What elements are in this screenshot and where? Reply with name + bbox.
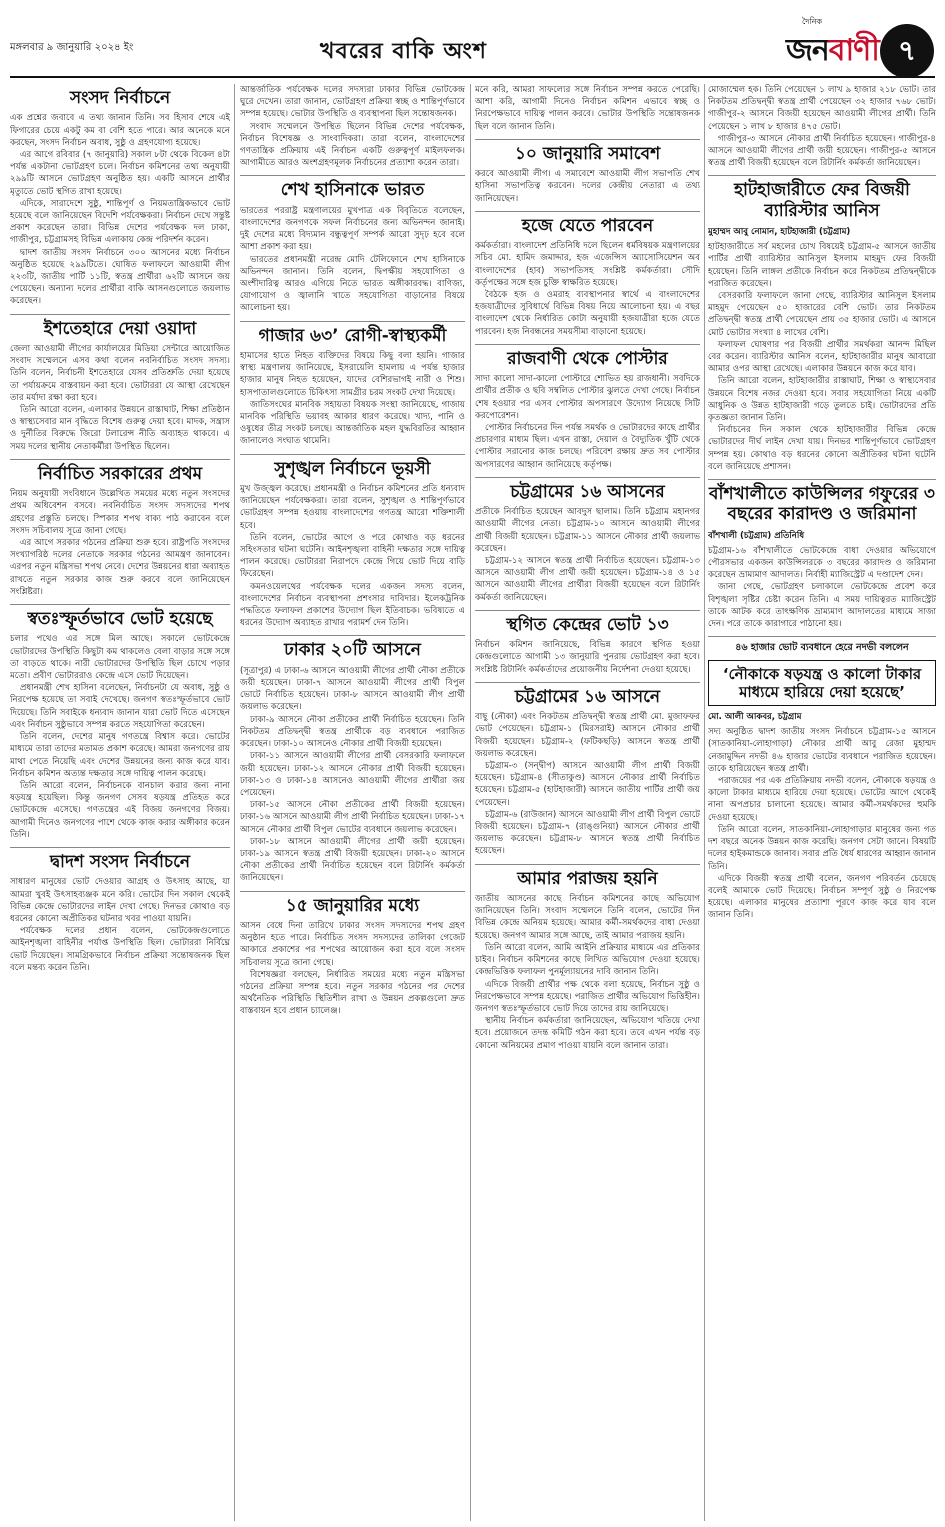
article-paragraph: প্রতীকে নির্বাচিত হয়েছেন আবদুস ছালাম। তিনি চট্টগ্রাম মহানগর আওয়ামী লীগের নেতা। চট্টগ্রাম-১০ আসনে আওয়ামী লীগের প্রার্থী বিজয়ী হয়েছেন। চট্টগ্রাম-১১ আসনে নৌকার প্রার্থী জয়লাভ করেছেন।	[475, 507, 700, 554]
article-byline: বাঁশখালী (চট্টগ্রাম) প্রতিনিধি	[708, 530, 805, 541]
article-divider	[475, 864, 700, 865]
article-byline: মো. আলী আকবর, চট্টগ্রাম	[708, 712, 802, 723]
column-2	[240, 84, 465, 1521]
article-paragraph: আন্তর্জাতিক পর্যবেক্ষক দলের সদস্যরা ঢাকার বিভিন্ন ভোটকেন্দ্র ঘুরে দেখেন। তারা জানান, ভোটগ্রহণ প্রক্রিয়া স্বচ্ছ ও শান্তিপূর্ণভাবে সম্পন্ন হয়েছে। ভোটার উপস্থিতি ও ব্যবস্থাপনা ছিল সন্তোষজনক।	[240, 85, 465, 120]
article-paragraph: এক প্রশ্নের জবাবে এ তথ্য জানান তিনি। সব হিসাব শেষে এই ফিগারের চেয়ে একটু কম বা বেশি হতে পারে। আর অনেকে মনে করছেন, সংসদ নির্বাচন অবাধ, সুষ্ঠু ও গ্রহণযোগ্য হয়েছে।	[10, 113, 230, 148]
article-headline: স্থগিত কেন্দ্রের ভোট ১৩	[506, 614, 669, 635]
article-paragraph: চট্টগ্রাম-৩ (সন্দ্বীপ) আসনে আওয়ামী লীগ প্রার্থী বিজয়ী হয়েছেন। চট্টগ্রাম-৪ (সীতাকুণ্ড) আসনে নৌকার প্রার্থী নির্বাচিত হয়েছেন। চট্টগ্রাম-৫ (হাটহাজারী) আসনে জাতীয় পার্টির প্রার্থী জয় পেয়েছেন।	[475, 761, 700, 808]
article-paragraph: গাজীপুর-৩ আসনে নৌকার প্রার্থী নির্বাচিত হয়েছেন। গাজীপুর-৪ আসনে আওয়ামী লীগের প্রার্থী জয়ী হয়েছেন। গাজীপুর-৫ আসনে স্বতন্ত্র প্রার্থী বিজয়ী হয়েছেন বলে রিটার্নিং কর্মকর্তা জানিয়েছেন।	[708, 133, 936, 169]
article-paragraph: ঢাকা-১১ আসনে আওয়ামী লীগের প্রার্থী বেসরকারি ফলাফলে জয়ী হয়েছেন। ঢাকা-১২ আসনে নৌকার প্রার্থী বিজয়ী হয়েছেন। ঢাকা-১৩ ও ঢাকা-১৪ আসনেও আওয়ামী লীগের প্রার্থীরা জয় পেয়েছেন।	[240, 751, 465, 798]
column-divider	[470, 84, 471, 1521]
article-a2	[10, 319, 230, 453]
article-paragraph: ফলাফল ঘোষণার পর বিজয়ী প্রার্থীর সমর্থকরা আনন্দ মিছিল বের করেন। ব্যারিস্টার আনিস বলেন, হাটহাজারীর মানুষ আবারো আমার ওপর আস্থা রেখেছে। এলাকার উন্নয়নে কাজ করে যাব।	[708, 339, 936, 375]
article-headline: স্বতঃস্ফূর্তভাবে ভোট হয়েছে	[27, 609, 213, 630]
article-c2	[475, 144, 700, 205]
article-divider	[10, 314, 230, 315]
article-headline: ‘নৌকাকে ষড়যন্ত্র ও কালো টাকার মাধ্যমে হারিয়ে দেয়া হয়েছে’	[708, 660, 936, 706]
article-paragraph: হাটহাজারীতে সর্ব মহলের চোখ বিষয়েই চট্টগ্রাম-৫ আসনে জাতীয় পার্টির প্রার্থী ব্যারিস্টার আনিসুল ইসলাম মাহমুদ ফের বিজয়ী হয়েছেন। তিনি লাঙ্গল প্রতীকে নির্বাচন করে নিকটতম প্রতিদ্বন্দ্বীকে পরাজিত করেছেন।	[708, 242, 936, 289]
article-divider	[240, 891, 465, 892]
article-paragraph: বৈঠকে হজ ও ওমরাহ ব্যবস্থাপনার স্বার্থে এ বাংলাদেশের হজযাত্রীদের সুবিধার্থে বিভিন্ন বিষয় নিয়ে আলোচনা হয়। এ বছর বাংলাদেশ থেকে নির্ধারিত কোটা অনুযায়ী হজযাত্রীরা হজে যেতে পারবেন। হজ নিবন্ধনের সময়সীমা বাড়ানো হয়েছে।	[475, 290, 700, 337]
article-paragraph: করবে আওয়ামী লীগ। এ সমাবেশে আওয়ামী লীগ সভাপতি শেখ হাসিনা সভাপতিত্ব করবেন। দলের কেন্দ্রীয় নেতারা এ তথ্য জানিয়েছেন।	[475, 169, 700, 204]
article-divider	[10, 459, 230, 460]
article-d1	[708, 84, 936, 169]
article-c7	[475, 687, 700, 858]
article-paragraph: প্রধানমন্ত্রী শেখ হাসিনা বলেছেন, নির্বাচনটা যে অবাধ, সুষ্ঠু ও নিরপেক্ষ হয়েছে তা সবাই দেখেছে। জনগণ স্বতঃস্ফূর্তভাবে ভোট দিয়েছে। তিনি সবাইকে ধন্যবাদ জানান যারা ভোট দিতে এসেছেন এবং নির্বাচন সুষ্ঠুভাবে সম্পন্ন করতে সহযোগিতা করেছেন।	[10, 683, 230, 730]
article-divider	[475, 211, 700, 212]
article-headline: সুশৃঙ্খল নির্বাচনে ভূয়সী	[274, 458, 431, 479]
article-headline: সংসদ নির্বাচনে	[69, 88, 171, 108]
article-headline: নির্বাচিত সরকারের প্রথম	[37, 463, 203, 484]
article-paragraph: ভারতের প্রধানমন্ত্রী নরেন্দ্র মোদি টেলিফোনে শেখ হাসিনাকে অভিনন্দন জানান। তিনি বলেন, দ্বিপক্ষীয় সহযোগিতা ও অংশীদারিত্ব আরও এগিয়ে নিতে ভারত অঙ্গীকারবদ্ধ। বাণিজ্য, যোগাযোগ ও জ্বালানি খাতে সহযোগিতা বাড়ানোর বিষয়ে আলোচনা হয়।	[240, 254, 465, 314]
article-paragraph: তিনি আরো বলেন, হাটহাজারীর রাস্তাঘাট, শিক্ষা ও স্বাস্থ্যসেবার উন্নয়নে বিশেষ নজর দেওয়া হবে। সবার সহযোগিতা নিয়ে একটি আধুনিক ও উন্নত হাটহাজারী গড়ে তুলতে চাই। ভোটারদের প্রতি কৃতজ্ঞতা জানান তিনি।	[708, 376, 936, 424]
article-paragraph: মোজাম্মেল হক। তিনি পেয়েছেন ১ লাখ ৯ হাজার ২১৮ ভোট। তার নিকটতম প্রতিদ্বন্দ্বী স্বতন্ত্র প্রার্থী পেয়েছেন ৩২ হাজার ৭৬৮ ভোট। গাজীপুর-২ আসনে বিজয়ী হয়েছেন আওয়ামী লীগের প্রার্থী। তিনি পেয়েছেন ১ লাখ ৮ হাজার ৪৭৫ ভোট।	[708, 85, 936, 132]
article-headline: দ্বাদশ সংসদ নির্বাচনে	[49, 851, 191, 872]
article-paragraph: নির্বাচনের দিন সকাল থেকে হাটহাজারীর বিভিন্ন কেন্দ্রে ভোটারদের দীর্ঘ লাইন দেখা যায়। দিনভর শান্তিপূর্ণভাবে ভোটগ্রহণ সম্পন্ন হয়। কোথাও বড় ধরনের কোনো অপ্রীতিকর ঘটনা ঘটেনি বলে জানিয়েছে প্রশাসন।	[708, 425, 936, 472]
article-divider	[475, 139, 700, 140]
article-paragraph: জানা গেছে, ভোটগ্রহণ চলাকালে ভোটকেন্দ্রে প্রবেশ করে বিশৃঙ্খলা সৃষ্টির চেষ্টা করেন তিনি। এ সময় দায়িত্বরত ম্যাজিস্ট্রেট তাকে আটক করে তাৎক্ষণিক ভ্রাম্যমাণ আদালতের মাধ্যমে সাজা দেন। পরে তাকে কারাগারে পাঠানো হয়।	[708, 582, 936, 630]
article-byline: মুহাম্মদ আবু নোমান, হাটহাজারী (চট্টগ্রাম)	[708, 227, 851, 238]
article-paragraph: আসন বেধে দিনা তারিখে ঢাকার সংসদ সদস্যদের শপথ গ্রহণ অনুষ্ঠান হতে পারে। নির্বাচিত সংসদ সদস্যদের তালিকা গেজেট আকারে প্রকাশের পর শপথের আয়োজন করা হবে বলে সংসদ সচিবালয় সূত্রে জানা গেছে।	[240, 920, 465, 968]
article-b2	[240, 180, 465, 314]
article-c1	[475, 84, 700, 133]
article-kicker: ৪৬ হাজার ভোট ব্যবধানে হেরে নদভী বললেন	[735, 642, 909, 654]
article-headline: রাজবাণী থেকে পোস্টার	[507, 348, 668, 369]
article-paragraph: চট্টগ্রাম-১২ আসনে স্বতন্ত্র প্রার্থী নির্বাচিত হয়েছেন। চট্টগ্রাম-১৩ আসনে আওয়ামী লীগ প্রার্থী জয়ী হয়েছেন। চট্টগ্রাম-১৪ ও ১৫ আসনে আওয়ামী লীগের প্রার্থীরা বিজয়ী হয়েছেন বলে রিটার্নিং কর্মকর্তা জানিয়েছেন।	[475, 556, 700, 603]
article-paragraph: ভারতের পররাষ্ট্র মন্ত্রণালয়ের মুখপাত্র এক বিবৃতিতে বলেছেন, বাংলাদেশের জনগণকে সফল নির্বাচনের জন্য অভিনন্দন জানাই। দুই দেশের মধ্যে বিদ্যমান বন্ধুত্বপূর্ণ সম্পর্ক আরো সুদৃঢ় হবে বলে আশা প্রকাশ করা হয়।	[240, 205, 465, 253]
article-paragraph: সংবাদ সম্মেলনে উপস্থিত ছিলেন বিভিন্ন দেশের পর্যবেক্ষক, নির্বাচন বিশেষজ্ঞ ও সাংবাদিকরা। তারা বলেন, বাংলাদেশের গণতান্ত্রিক প্রক্রিয়ায় এই নির্বাচন একটি গুরুত্বপূর্ণ মাইলফলক। আগামীতে আরও অংশগ্রহণমূলক নির্বাচনের প্রত্যাশা করেন তারা।	[240, 121, 465, 169]
article-paragraph: তিনি আরো বলেন, নির্বাচনকে বানচাল করার জন্য নানা ষড়যন্ত্র হয়েছিল। কিন্তু জনগণ সেসব ষড়যন্ত্র প্রতিহত করে ভোটকেন্দ্রে এসেছে। গণতন্ত্রের এই বিজয় জনগণের বিজয়। আগামী দিনেও জনগণের পাশে থেকে কাজ করার অঙ্গীকার করেন তিনি।	[10, 780, 230, 840]
article-divider	[10, 847, 230, 848]
article-headline: হজে যেতে পারবেন	[521, 215, 654, 236]
masthead-daily-label: দৈনিক	[802, 17, 823, 26]
article-a3	[10, 464, 230, 598]
article-paragraph: বিশেষজ্ঞরা বলছেন, নির্ধারিত সময়ের মধ্যে নতুন মন্ত্রিসভা গঠনের প্রক্রিয়া সম্পন্ন হবে। নতুন সরকার গঠনের পর দেশের অর্থনৈতিক পরিস্থিতি স্থিতিশীল রাখা ও উন্নয়ন প্রকল্পগুলো দ্রুত বাস্তবায়ন হবে প্রধান চ্যালেঞ্জ।	[240, 969, 465, 1017]
article-c4	[475, 349, 700, 471]
article-b1	[240, 84, 465, 169]
article-paragraph: তিনি আরো বলেন, এলাকার উন্নয়নে রাস্তাঘাট, শিক্ষা প্রতিষ্ঠান ও স্বাস্থ্যসেবার মান বৃদ্ধিতে বিশেষ গুরুত্ব দেয়া হবে। মাদক, সন্ত্রাস ও দুর্নীতির বিরুদ্ধে জিরো টলারেন্স নীতি অব্যাহত থাকবে। এ সময় দলের স্থানীয় নেতাকর্মীরা উপস্থিত ছিলেন।	[10, 405, 230, 452]
article-paragraph: ঢাকা-১৮ আসনে আওয়ামী লীগের প্রার্থী জয়ী হয়েছেন। ঢাকা-১৯ আসনে স্বতন্ত্র প্রার্থী বিজয়ী হয়েছেন। ঢাকা-২০ আসনে নৌকা প্রতীকের প্রার্থী নির্বাচিত হয়েছেন বলে রিটার্নিং কর্মকর্তা জানিয়েছেন।	[240, 836, 465, 884]
article-divider	[240, 321, 465, 322]
article-paragraph: কমনওয়েলথের পর্যবেক্ষক দলের একজন সদস্য বলেন, বাংলাদেশের নির্বাচন ব্যবস্থাপনা প্রশংসার দাবিদার। ইলেকট্রনিক পদ্ধতিতে ফলাফল প্রকাশের উদ্যোগ ছিল ইতিবাচক। ভবিষ্যতে এ ধরনের উদ্যোগ অব্যাহত রাখার পরামর্শ দেন তিনি।	[240, 581, 465, 629]
article-paragraph: এর আগে সরকার গঠনের প্রক্রিয়া শুরু হবে। রাষ্ট্রপতি সংসদের সংখ্যাগরিষ্ঠ দলের নেতাকে সরকার গঠনের আমন্ত্রণ জানাবেন। এরপর নতুন মন্ত্রিসভা শপথ নেবে। দেশের উন্নয়নের ধারা অব্যাহত রাখতে নতুন সরকার কাজ শুরু করবে বলে জানিয়েছেন সংশ্লিষ্টরা।	[10, 538, 230, 597]
article-headline: ১০ জানুয়ারি সমাবেশ	[514, 143, 661, 164]
article-paragraph: এদিকে, সারাদেশে সুষ্ঠু, শান্তিপূর্ণ ও নিয়মতান্ত্রিকভাবে ভোট হয়েছে বলে জানিয়েছেন বিদেশি পর্যবেক্ষকরা। নির্বাচন দেখে সন্তুষ্ট প্রকাশ করেছেন তারা। বিভিন্ন দেশের পর্যবেক্ষক দল ঢাকা, গাজীপুর, চট্টগ্রামসহ বিভিন্ন এলাকায় কেন্দ্র পরিদর্শন করেন।	[10, 198, 230, 246]
article-paragraph: মুখ উজ্জ্বল করেছে। প্রধানমন্ত্রী ও নির্বাচন কমিশনের প্রতি ধন্যবাদ জানিয়েছেন পর্যবেক্ষকরা। তারা বলেন, সুশৃঙ্খল ও শান্তিপূর্ণভাবে ভোটগ্রহণ সম্পন্ন হওয়ায় বাংলাদেশের গণতন্ত্র আরো শক্তিশালী হবে।	[240, 484, 465, 531]
article-paragraph: সদ্য অনুষ্ঠিত দ্বাদশ জাতীয় সংসদ নির্বাচনে চট্টগ্রাম-১৫ আসনে (সাতকানিয়া-লোহাগাড়া) নৌকার প্রার্থী আবু রেজা মুহাম্মদ নেজামুদ্দিন নদভী ৪৬ হাজার ভোটের ব্যবধানে পরাজিত হয়েছেন। তাকে হারিয়েছেন স্বতন্ত্র প্রার্থী।	[708, 727, 936, 774]
article-paragraph: মনে করি, আমরা সাফল্যের সঙ্গে নির্বাচন সম্পন্ন করতে পেরেছি। আশা করি, আগামী দিনেও নির্বাচন কমিশন এভাবে স্বচ্ছ ও নিরপেক্ষভাবে দায়িত্ব পালন করবে। ভোটার উপস্থিতি সন্তোষজনক ছিল বলে জানান তিনি।	[475, 85, 700, 132]
article-headline: ঢাকার ২০টি আসনে	[284, 640, 421, 661]
page-header	[0, 0, 945, 80]
article-paragraph: বেসরকারি ফলাফলে জানা গেছে, ব্যারিস্টার আনিসুল ইসলাম মাহমুদ পেয়েছেন ৫০ হাজারের বেশি ভোট। তার নিকটতম প্রতিদ্বন্দ্বী স্বতন্ত্র প্রার্থী পেয়েছেন প্রায় ৩৫ হাজার ভোট। এ আসনে মোট ভোটার সংখ্যা ৪ লাখের বেশি।	[708, 291, 936, 338]
article-divider	[708, 175, 936, 176]
article-paragraph: স্থানীয় নির্বাচন কর্মকর্তারা জানিয়েছেন, অভিযোগ খতিয়ে দেখা হবে। প্রয়োজনে তদন্ত কমিটি গঠন করা হবে। তবে এখন পর্যন্ত বড় কোনো অনিয়মের প্রমাণ পাওয়া যায়নি বলে জানান তারা।	[475, 1016, 700, 1051]
issue-date: মঙ্গলবার ৯ জানুয়ারি ২০২৪ ইং	[10, 42, 134, 53]
column-divider	[234, 84, 235, 1521]
article-a5	[10, 852, 230, 974]
article-c6	[475, 615, 700, 676]
article-a1	[10, 88, 230, 308]
article-b5	[240, 640, 465, 884]
article-paragraph: চট্টগ্রাম-১৬ বাঁশখালীতে ভোটকেন্দ্রে বাধা দেওয়ার অভিযোগে পৌরসভার একজন কাউন্সিলরকে ৩ বছরের কারাদণ্ড ও জরিমানা করেছেন ভ্রাম্যমাণ আদালত। নির্বাহী ম্যাজিস্ট্রেট এ দণ্ডাদেশ দেন।	[708, 545, 936, 581]
article-paragraph: জেলা আওয়ামী লীগের কার্যালয়ের মিডিয়া সেন্টারে আয়োজিত সংবাদ সম্মেলনে এসব কথা বলেন নবনির্বাচিত সংসদ সদস্য। তিনি বলেন, নির্বাচনী ইশতেহারে যেসব প্রতিশ্রুতি দেয়া হয়েছে তা পর্যায়ক্রমে বাস্তবায়ন করা হবে। ভোটাররা যে আস্থা রেখেছেন তার মর্যাদা রক্ষা করা হবে।	[10, 344, 230, 403]
article-b6	[240, 896, 465, 1018]
article-paragraph: চট্টগ্রাম-৬ (রাউজান) আসনে আওয়ামী লীগ প্রার্থী বিপুল ভোটে বিজয়ী হয়েছেন। চট্টগ্রাম-৭ (রাঙ্গুনিয়া) আসনে নৌকার প্রার্থী জয়লাভ করেছেন। চট্টগ্রাম-৮ আসনে স্বতন্ত্র প্রার্থী নির্বাচিত হয়েছেন।	[475, 809, 700, 857]
article-paragraph: চলার পথেও এর সঙ্গে মিল আছে। সকালে ভোটকেন্দ্রে ভোটারদের উপস্থিতি কিছুটা কম থাকলেও বেলা বাড়ার সঙ্গে সঙ্গে তা বাড়তে থাকে। নারী ভোটারদের উপস্থিতি ছিল চোখে পড়ার মতো। প্রবীণ ভোটাররাও কেন্দ্রে এসে ভোট দিয়েছেন।	[10, 634, 230, 682]
article-headline: শেখ হাসিনাকে ভারত	[280, 180, 425, 201]
article-divider	[240, 454, 465, 455]
article-d2	[708, 180, 936, 473]
masthead-logo	[786, 26, 879, 77]
article-paragraph: জাতীয় আসনের কাছে নির্বাচন কমিশনের কাছে অভিযোগ জানিয়েছেন তিনি। সংবাদ সম্মেলনে তিনি বলেন, ভোটের দিন বিভিন্ন কেন্দ্রে অনিয়ম হয়েছে। আমার কর্মী-সমর্থকদের বাধা দেওয়া হয়েছে। জনগণ আমার সঙ্গে আছে, তাই আমার পরাজয় হয়নি।	[475, 894, 700, 941]
article-paragraph: নির্বাচন কমিশন জানিয়েছে, বিভিন্ন কারণে স্থগিত হওয়া কেন্দ্রগুলোতে আগামী ১৩ জানুয়ারি পুনরায় ভোটগ্রহণ করা হবে। সংশ্লিষ্ট রিটার্নিং কর্মকর্তাদের প্রয়োজনীয় নির্দেশনা দেওয়া হয়েছে।	[475, 640, 700, 675]
article-paragraph: তিনি আরো বলেন, সাতকানিয়া-লোহাগাড়ার মানুষের জন্য গত দশ বছরে অনেক উন্নয়ন কাজ করেছি। জনগণ সেটা জানে। বিষয়টি দলের হাইকমান্ডকে জানাব। সবার প্রতি ধৈর্য ধারণের আহ্বান জানান তিনি।	[708, 824, 936, 872]
article-divider	[708, 479, 936, 480]
masthead-name-part-b: বাণী	[828, 33, 879, 68]
article-divider	[240, 175, 465, 176]
article-paragraph: তিনি বলেন, দেশের মানুষ গণতন্ত্রে বিশ্বাস করে। ভোটের মাধ্যমে তারা তাদের মতামত প্রকাশ করেছে। আমরা জনগণের রায় মাথা পেতে নিয়েছি এবং দেশের উন্নয়নের জন্য কাজ করে যাব। নির্বাচন কমিশন অত্যন্ত দক্ষতার সঙ্গে দায়িত্ব পালন করেছে।	[10, 732, 230, 779]
article-paragraph: ঢাকা-৯ আসনে নৌকা প্রতীকের প্রার্থী নির্বাচিত হয়েছেন। তিনি নিকটতম প্রতিদ্বন্দ্বী স্বতন্ত্র প্রার্থীকে বড় ব্যবধানে পরাজিত করেছেন। ঢাকা-১০ আসনেও নৌকার প্রার্থী বিজয়ী হয়েছেন।	[240, 714, 465, 750]
article-paragraph: ঢাকা-১৫ আসনে নৌকা প্রতীকের প্রার্থী বিজয়ী হয়েছেন। ঢাকা-১৬ আসনে আওয়ামী লীগ প্রার্থী নির্বাচিত হয়েছেন। ঢাকা-১৭ আসনে নৌকার প্রার্থী বিপুল ভোটের ব্যবধানে জয়লাভ করেছেন।	[240, 800, 465, 835]
article-headline: গাজার ৬৩’ রোগী-স্বাস্থ্যকর্মী	[258, 325, 447, 346]
article-b4	[240, 459, 465, 630]
article-paragraph: সাদা কালো সাদা-কালো পোস্টারে শোভিত হয় রাজধানী। সবদিকে প্রার্থীর প্রতীক ও ছবি সম্বলিত পোস্টার ঝুলতে দেখা গেছে। নির্বাচন শেষ হওয়ার পর এসব পোস্টার অপসারণে উদ্যোগ নিয়েছে সিটি করপোরেশন।	[475, 374, 700, 421]
article-headline: বাঁশখালীতে কাউন্সিলর গফুরের ৩ বছরের কারাদণ্ড ও জরিমানা	[709, 484, 935, 525]
article-b3	[240, 326, 465, 448]
article-divider	[10, 604, 230, 605]
article-c3	[475, 216, 700, 338]
column-1	[10, 84, 230, 1521]
article-paragraph: জাতিসংঘের মানবিক সহায়তা বিষয়ক সংস্থা জানিয়েছে, গাজায় মানবিক পরিস্থিতি ভয়াবহ আকার ধারণ করেছে। খাদ্য, পানি ও ওষুধের তীব্র সংকট চলছে। আন্তর্জাতিক মহল যুদ্ধবিরতির আহ্বান জানালেও সংঘাত থামেনি।	[240, 399, 465, 447]
article-paragraph: এদিকে বিজয়ী প্রার্থীর পক্ষ থেকে বলা হয়েছে, নির্বাচন সুষ্ঠু ও নিরপেক্ষভাবে সম্পন্ন হয়েছে। পরাজিত প্রার্থীর অভিযোগ ভিত্তিহীন। জনগণ স্বতঃস্ফূর্তভাবে ভোট দিয়ে তাদের রায় জানিয়েছে।	[475, 979, 700, 1014]
page-number-badge: ৭	[880, 24, 934, 78]
column-3	[475, 84, 700, 1521]
article-divider	[475, 477, 700, 478]
article-divider	[475, 682, 700, 683]
article-c8	[475, 869, 700, 1052]
article-paragraph: হামাসের হাতে নিহত ব্যক্তিদের বিষয়ে কিছু বলা হয়নি। গাজার স্বাস্থ্য মন্ত্রণালয় জানিয়েছে, ইসরায়েলি হামলায় এ পর্যন্ত হাজার হাজার মানুষ নিহত হয়েছেন, যাদের বেশিরভাগই নারী ও শিশু। হাসপাতালগুলোতে চিকিৎসা সামগ্রীর চরম সংকট দেখা দিয়েছে।	[240, 351, 465, 398]
article-paragraph: তিনি বলেন, ভোটের আগে ও পরে কোথাও বড় ধরনের সহিংসতার ঘটনা ঘটেনি। আইনশৃঙ্খলা বাহিনী দক্ষতার সঙ্গে দায়িত্ব পালন করেছে। ভোটাররা নিরাপদে কেন্দ্রে গিয়ে ভোট দিয়ে বাড়ি ফিরেছেন।	[240, 532, 465, 580]
article-paragraph: এদিকে বিজয়ী স্বতন্ত্র প্রার্থী বলেন, জনগণ পরিবর্তন চেয়েছে বলেই আমাকে ভোট দিয়েছে। নির্বাচন সম্পূর্ণ সুষ্ঠু ও নিরপেক্ষ হয়েছে। এলাকার মানুষের প্রত্যাশা পূরণে কাজ করে যাব বলে জানান তিনি।	[708, 873, 936, 921]
masthead-name-part-a: জন	[786, 33, 829, 68]
article-paragraph: নিয়ম অনুযায়ী সংবিধানে উল্লেখিত সময়ের মধ্যে নতুন সংসদের প্রথম অধিবেশন বসবে। নবনির্বাচিত সংসদ সদস্যদের শপথ গ্রহণের প্রস্তুতি চলছে। স্পিকার শপথ বাক্য পাঠ করাবেন বলে সংসদ সচিবালয় সূত্রে জানা গেছে।	[10, 489, 230, 536]
article-headline: চট্টগ্রামের ১৬ আসনে	[514, 686, 661, 707]
article-paragraph: বাছু (নৌকা) এবং নিকটতম প্রতিদ্বন্দ্বী স্বতন্ত্র প্রার্থী মো. মুজাফফর ভোট পেয়েছেন। চট্টগ্রাম-১ (মিরসরাই) আসনে নৌকার প্রার্থী বিজয়ী হয়েছেন। চট্টগ্রাম-২ (ফটিকছড়ি) আসনে স্বতন্ত্র প্রার্থী জয়লাভ করেছেন।	[475, 712, 700, 759]
article-headline: চট্টগ্রামের ১৬ আসনের	[510, 481, 665, 502]
column-divider	[704, 84, 705, 1521]
column-4	[708, 84, 936, 1521]
header-rule	[10, 76, 935, 78]
article-d4	[708, 641, 936, 921]
article-a4	[10, 609, 230, 841]
article-headline: হাটহাজারীতে ফের বিজয়ী ব্যারিস্টার আনিস	[734, 180, 910, 221]
article-divider	[240, 635, 465, 636]
article-divider	[708, 636, 936, 637]
article-c5	[475, 482, 700, 604]
article-paragraph: (সূত্রাপুর) এ ঢাকা-৬ আসনে আওয়ামী লীগের প্রার্থী নৌকা প্রতীকে জয়ী হয়েছেন। ঢাকা-৭ আসনে আওয়ামী লীগের প্রার্থী বিপুল ভোটে নির্বাচিত হয়েছেন। ঢাকা-৮ আসনে আওয়ামী লীগ প্রার্থী জয়লাভ করেছেন।	[240, 665, 465, 713]
article-headline: আমার পরাজয় হয়নি	[517, 868, 658, 889]
article-paragraph: সাধারণ মানুষের ভোট দেওয়ার আগ্রহ ও উৎসাহ আছে, যা আমরা খুবই উৎসাহব্যঞ্জক মনে করি। ভোটের দিন সকাল থেকেই বিভিন্ন কেন্দ্রে ভোটারদের লাইন দেখা গেছে। দিনভর কোথাও বড় ধরনের কোনো অপ্রীতিকর ঘটনার খবর পাওয়া যায়নি।	[10, 877, 230, 924]
article-headline: ১৫ জানুয়ারির মধ্যে	[285, 895, 420, 916]
article-paragraph: এর আগে রবিবার (৭ জানুয়ারি) সকাল ৮টা থেকে বিকেল ৪টা পর্যন্ত একটানা ভোটগ্রহণ চলে। নির্বাচন কমিশনের তথ্য অনুযায়ী ২৯৯টি আসনে ভোটগ্রহণ অনুষ্ঠিত হয়। একটি আসনে প্রার্থীর মৃত্যুতে ভোট স্থগিত রাখা হয়েছে।	[10, 150, 230, 197]
article-paragraph: পোস্টার নির্বাচনের দিন পর্যন্ত সমর্থক ও ভোটারদের কাছে প্রার্থীর প্রচারণার মাধ্যম ছিল। এখন রাস্তা, দেয়াল ও বৈদ্যুতিক খুঁটি থেকে পোস্টার সরানোর কাজ চলছে। পরিবেশ রক্ষায় দ্রুত সব পোস্টার অপসারণের আহ্বান জানিয়েছে কর্তৃপক্ষ।	[475, 423, 700, 470]
article-divider	[475, 610, 700, 611]
article-d3	[708, 484, 936, 630]
article-paragraph: তিনি আরো বলেন, আমি আইনি প্রক্রিয়ার মাধ্যমে এর প্রতিকার চাইব। নির্বাচন কমিশনের কাছে লিখিত অভিযোগ দেওয়া হয়েছে। কেন্দ্রভিত্তিক ফলাফল পুনর্মূল্যায়নের দাবি জানান তিনি।	[475, 942, 700, 978]
article-headline: ইশতেহারে দেয়া ওয়াদা	[43, 318, 197, 339]
article-divider	[475, 344, 700, 345]
section-title: খবরের বাকি অংশ	[320, 39, 487, 64]
article-paragraph: কর্মকর্তারা। বাংলাদেশ প্রতিনিধি দলে ছিলেন ধর্মবিষয়ক মন্ত্রণালয়ের সচিব মো. হামিদ জমাদ্দার, হজ এজেন্সিস অ্যাসোসিয়েশন অব বাংলাদেশের (হাব) সভাপতিসহ সংশ্লিষ্ট কর্মকর্তারা। সৌদি কর্তৃপক্ষের সঙ্গে হজ চুক্তি স্বাক্ষরিত হয়েছে।	[475, 241, 700, 288]
article-paragraph: পরাজয়ের পর এক প্রতিক্রিয়ায় নদভী বলেন, নৌকাকে ষড়যন্ত্র ও কালো টাকার মাধ্যমে হারিয়ে দেয়া হয়েছে। ভোটের আগে থেকেই নানা অপপ্রচার চালানো হয়েছে। আমার কর্মী-সমর্থকদের হুমকি দেওয়া হয়েছে।	[708, 776, 936, 823]
article-paragraph: পর্যবেক্ষক দলের প্রধান বলেন, ভোটকেন্দ্রগুলোতে আইনশৃঙ্খলা বাহিনীর পর্যাপ্ত উপস্থিতি ছিল। ভোটাররা নির্বিঘ্নে ভোট দিয়েছেন। সামগ্রিকভাবে নির্বাচন প্রক্রিয়া সন্তোষজনক ছিল বলে মন্তব্য করেন তিনি।	[10, 926, 230, 973]
article-paragraph: দ্বাদশ জাতীয় সংসদ নির্বাচনে ৩০০ আসনের মধ্যে নির্বাচন অনুষ্ঠিত হয়েছে ২৯৯টিতে। ঘোষিত ফলাফলে আওয়ামী লীগ ২২৩টি, জাতীয় পার্টি ১১টি, স্বতন্ত্র প্রার্থীরা ৬২টি আসনে জয় পেয়েছেন। অন্যান্য দলের প্রার্থীরা বাকি আসনগুলোতে জয়লাভ করেছেন।	[10, 247, 230, 307]
